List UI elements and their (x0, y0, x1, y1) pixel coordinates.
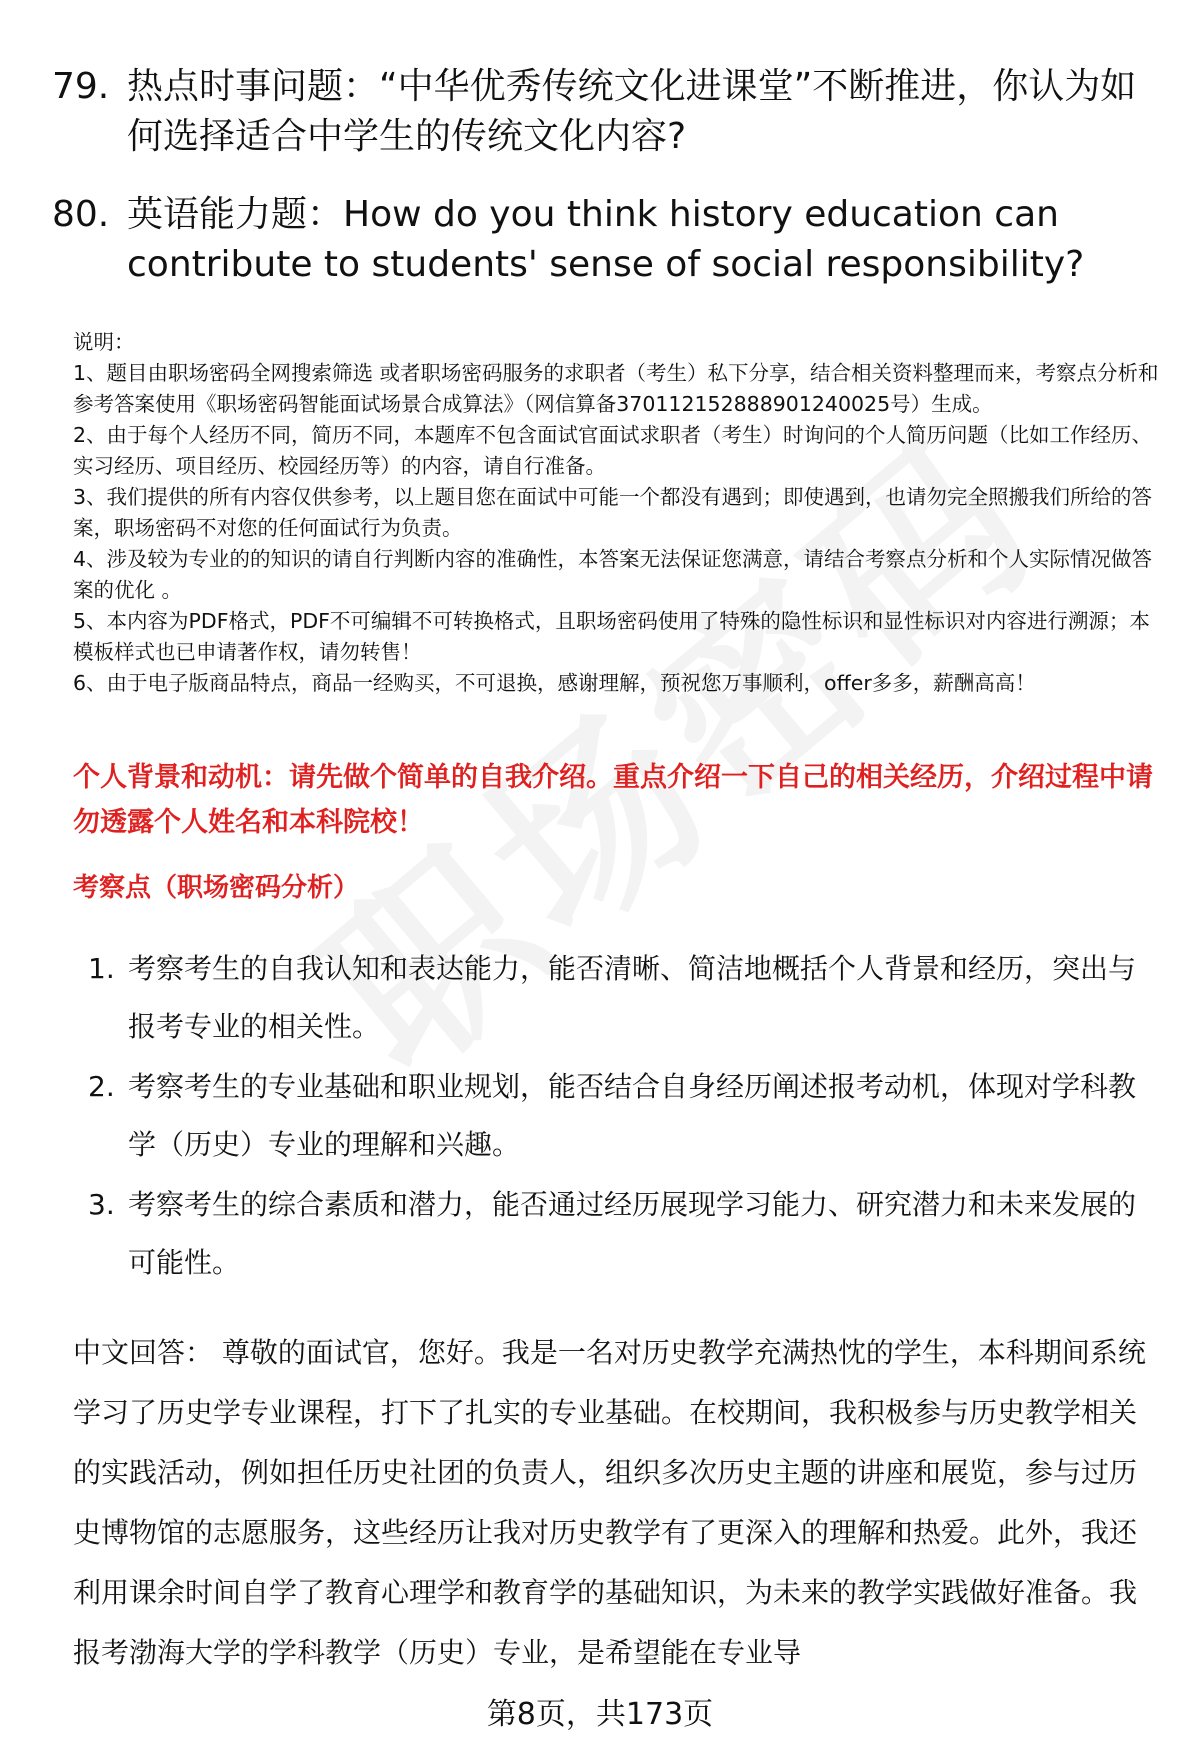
question-text: 热点时事问题：“中华优秀传统文化进课堂”不断推进，你认为如何选择适合中学生的传统文化内容? (127, 66, 1137, 157)
question-80 (52, 190, 1162, 290)
list-item (73, 940, 1163, 1056)
list-item (73, 1176, 1163, 1292)
answer-paragraph (73, 1323, 1163, 1683)
notes-heading: 说明： (73, 330, 135, 354)
analysis-title: 考察点（职场密码分析） (73, 873, 360, 903)
analysis-points (73, 940, 1163, 1294)
note-item: 2、由于每个人经历不同，简历不同，本题库不包含面试官面试求职者（考生）时询问的个人简历问题（比如工作经历、实习经历、项目经历、校园经历等）的内容，请自行准备。 (73, 423, 1153, 478)
page-number: 第8页，共173页 (486, 1697, 714, 1732)
note-item: 4、涉及较为专业的的知识的请自行判断内容的准确性，本答案无法保证您满意，请结合考察点分析和个人实际情况做答案的优化 。 (73, 547, 1153, 602)
point-text: 考察考生的专业基础和职业规划，能否结合自身经历阐述报考动机，体现对学科教学（历史）专业的理解和兴趣。 (128, 1070, 1137, 1161)
list-item (73, 1058, 1163, 1174)
question-number: 80. (52, 194, 110, 235)
answer-label: 中文回答： (73, 1336, 214, 1369)
note-item: 6、由于电子版商品特点，商品一经购买，不可退换，感谢理解，预祝您万事顺利，offer多多，薪酬高高！ (73, 671, 1036, 695)
note-item: 1、题目由职场密码全网搜索筛选 或者职场密码服务的求职者（考生）私下分享，结合相关资料整理而来，考察点分析和参考答案使用《职场密码智能面试场景合成算法》（网信算备370112152888901240025号）生成。 (73, 361, 1159, 416)
point-number: 2. (88, 1070, 115, 1103)
note-item: 3、我们提供的所有内容仅供参考，以上题目您在面试中可能一个都没有遇到；即使遇到，也请勿完全照搬我们所给的答案，职场密码不对您的任何面试行为负责。 (73, 485, 1153, 540)
point-number: 3. (88, 1188, 115, 1221)
answer-text: 尊敬的面试官，您好。我是一名对历史教学充满热忱的学生，本科期间系统学习了历史学专业课程，打下了扎实的专业基础。在校期间，我积极参与历史教学相关的实践活动，例如担任历史社团的负责人，组织多次历史主题的讲座和展览，参与过历史博物馆的志愿服务，这些经历让我对历史教学有了更深入的理解和热爱。此外，我还利用课余时间自学了教育心理学和教育学的基础知识，为未来的教学实践做好准备。我报考渤海大学的学科教学（历史）专业，是希望能在专业导 (73, 1336, 1146, 1669)
note-item: 5、本内容为PDF格式，PDF不可编辑不可转换格式，且职场密码使用了特殊的隐性标识和显性标识对内容进行溯源；本模板样式也已申请著作权，请勿转售！ (73, 609, 1150, 664)
point-number: 1. (88, 952, 115, 985)
point-text: 考察考生的综合素质和潜力，能否通过经历展现学习能力、研究潜力和未来发展的可能性。 (128, 1188, 1137, 1279)
disclaimer-notes (73, 327, 1163, 699)
question-79 (52, 62, 1162, 162)
section-title: 个人背景和动机：请先做个简单的自我介绍。重点介绍一下自己的相关经历，介绍过程中请勿透露个人姓名和本科院校！ (73, 762, 1153, 838)
question-text: 英语能力题：How do you think history education can contribute to students' sense of social responsibility? (127, 194, 1085, 285)
point-text: 考察考生的自我认知和表达能力，能否清晰、简洁地概括个人背景和经历，突出与报考专业的相关性。 (128, 952, 1137, 1043)
question-number: 79. (52, 66, 110, 107)
